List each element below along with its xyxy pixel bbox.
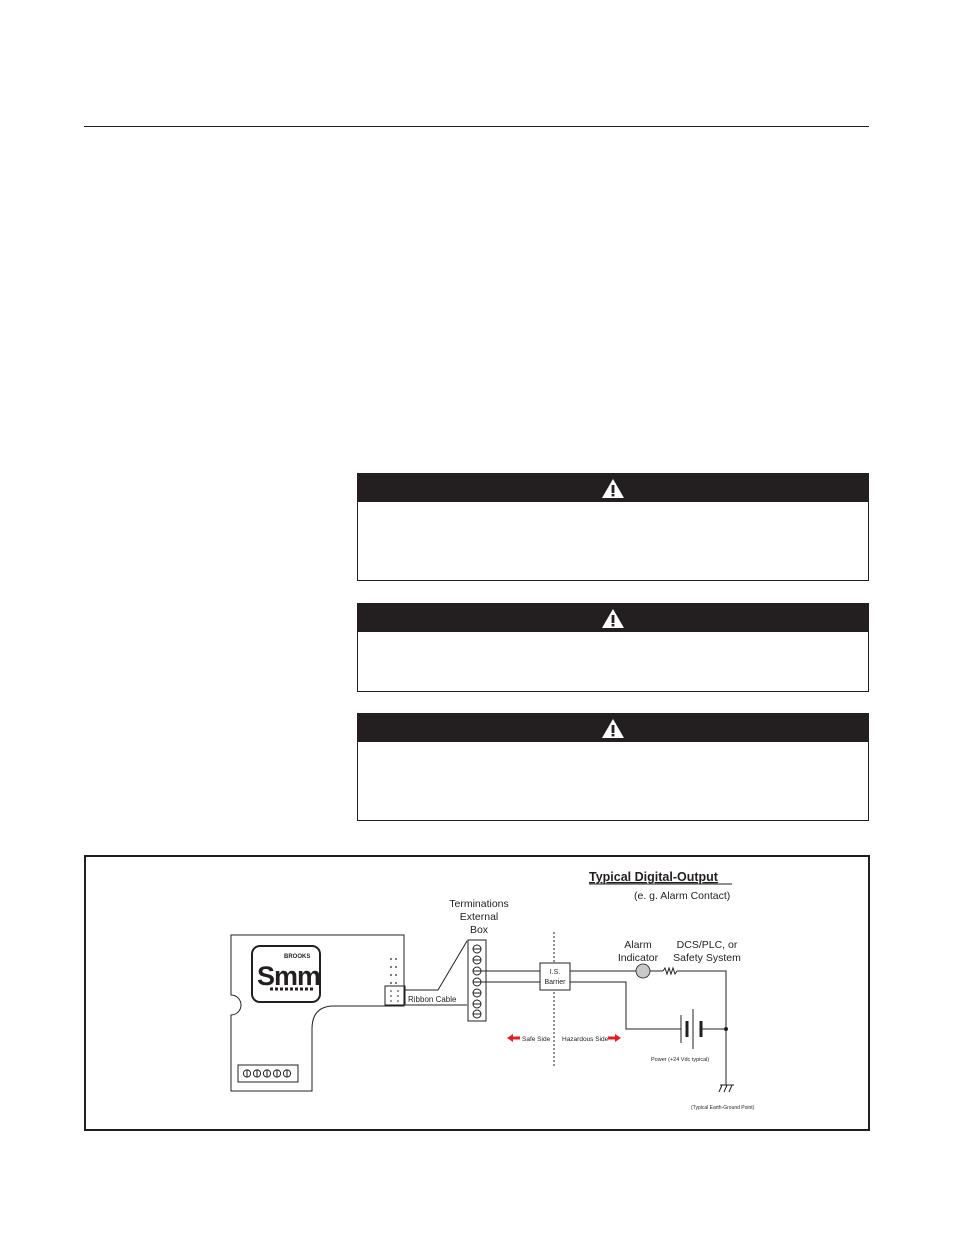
figure-subtitle: (e. g. Alarm Contact)	[634, 890, 731, 902]
brand-logo-text: Smm	[257, 961, 321, 991]
figure-title: Typical Digital-Output	[589, 870, 718, 884]
wiring-diagram	[86, 857, 868, 1129]
hazardous-side-arrow-icon	[608, 1034, 621, 1042]
alarm-indicator-label-line1: Alarm	[624, 939, 652, 951]
ribbon-connector	[385, 986, 405, 1005]
transmitter-board-outline	[231, 935, 404, 1091]
terminations-box	[468, 940, 486, 1021]
alarm-indicator-label-line2: Indicator	[617, 952, 659, 964]
warning-box-1	[357, 473, 869, 581]
safe-side-arrow-icon	[507, 1034, 520, 1042]
resistor-symbol	[663, 968, 677, 974]
terminations-label-line2: External	[459, 911, 499, 923]
ribbon-cable-label: Ribbon Cable	[408, 995, 457, 1004]
board-connector-dots	[390, 958, 397, 984]
warning-header-bar	[358, 714, 868, 742]
warning-triangle-icon	[601, 718, 625, 739]
ground-label: (Typical Earth-Ground Point)	[691, 1105, 755, 1111]
warning-header-bar	[358, 474, 868, 502]
dcs-label-line1: DCS/PLC, or	[676, 939, 738, 951]
is-barrier-label-line1: I.S.	[549, 969, 561, 976]
power-label: Power (+24 Vdc typical)	[651, 1057, 710, 1063]
brand-small-text: BROOKS	[284, 954, 311, 960]
dcs-label-line2: Safety System	[673, 952, 741, 964]
warning-box-2	[357, 603, 869, 692]
terminations-screws	[473, 945, 481, 1018]
ground-symbol	[719, 1085, 734, 1092]
warning-header-bar	[358, 604, 868, 632]
terminations-label-line1: Terminations	[449, 898, 509, 910]
warning-triangle-icon	[601, 478, 625, 499]
terminations-label-line3: Box	[469, 924, 489, 936]
safe-side-label: Safe Side	[522, 1036, 551, 1043]
wiring-diagram-figure	[84, 855, 870, 1131]
warning-box-3	[357, 713, 869, 821]
hazardous-side-label: Hazardous Side	[562, 1036, 609, 1043]
ribbon-cable-upper	[405, 941, 467, 990]
header-rule	[84, 126, 869, 127]
is-barrier-label-line2: Barrier	[544, 979, 566, 986]
alarm-indicator-lamp	[636, 964, 650, 978]
warning-triangle-icon	[601, 608, 625, 629]
battery-symbol	[681, 1009, 701, 1049]
